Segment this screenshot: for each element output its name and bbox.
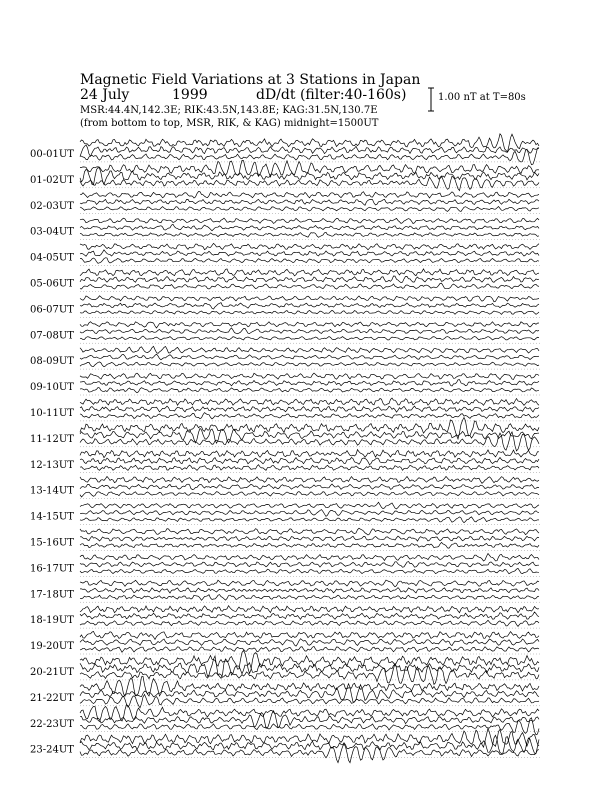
station-trace-msr — [80, 595, 539, 601]
station-trace-rik — [80, 684, 539, 702]
hour-label: 21-22UT — [30, 692, 74, 704]
hour-label: 07-08UT — [30, 330, 74, 342]
station-order-note: (from bottom to top, MSR, RIK, & KAG) midnight=1500UT — [80, 118, 379, 129]
station-trace-rik — [80, 484, 539, 490]
station-trace-msr — [80, 310, 539, 314]
hour-label: 16-17UT — [30, 563, 74, 575]
station-trace-kag — [80, 192, 539, 199]
station-trace-kag — [80, 346, 539, 353]
station-trace-msr — [80, 388, 539, 393]
hour-label: 14-15UT — [30, 511, 74, 523]
hour-label: 11-12UT — [30, 433, 74, 445]
hour-label: 05-06UT — [30, 278, 74, 290]
hour-label: 06-07UT — [30, 304, 74, 316]
station-trace-kag — [80, 218, 539, 223]
hour-label: 00-01UT — [30, 149, 74, 160]
hour-label: 10-11UT — [30, 408, 74, 419]
station-trace-rik — [80, 250, 539, 256]
station-trace-kag — [80, 450, 539, 458]
hour-label: 19-20UT — [30, 641, 74, 653]
station-trace-kag — [80, 476, 539, 483]
station-trace-rik — [80, 380, 539, 387]
station-trace-msr — [80, 620, 539, 626]
station-trace-rik — [80, 276, 539, 283]
station-trace-msr — [80, 542, 539, 548]
station-trace-kag — [80, 398, 539, 405]
hour-label: 17-18UT — [30, 589, 74, 601]
chart-title: Magnetic Field Variations at 3 Stations in Japan — [80, 72, 421, 88]
hour-label: 18-19UT — [30, 615, 74, 627]
station-trace-msr — [80, 517, 539, 523]
hour-label: 02-03UT — [30, 200, 74, 212]
station-trace-kag — [80, 243, 539, 249]
hour-label: 15-16UT — [30, 537, 74, 549]
station-trace-msr — [80, 718, 539, 735]
station-trace-kag — [80, 269, 539, 276]
station-trace-rik — [80, 536, 539, 541]
hour-label: 09-10UT — [30, 382, 74, 394]
station-trace-rik — [80, 303, 539, 310]
hour-label: 08-09UT — [30, 356, 74, 368]
station-trace-kag — [80, 554, 539, 562]
station-trace-kag — [80, 296, 539, 302]
station-trace-rik — [80, 639, 539, 646]
year-label: 1999 — [172, 87, 208, 103]
station-trace-rik — [80, 354, 539, 360]
station-trace-msr — [80, 258, 539, 264]
station-trace-rik — [80, 588, 539, 593]
station-trace-rik — [80, 612, 539, 619]
station-trace-kag — [80, 373, 539, 379]
hour-label: 01-02UT — [30, 174, 74, 186]
hour-label: 12-13UT — [30, 459, 74, 471]
station-trace-rik — [80, 406, 539, 412]
station-trace-kag — [80, 528, 539, 535]
hour-label: 03-04UT — [30, 226, 74, 238]
station-trace-kag — [80, 322, 539, 328]
hour-label: 23-24UT — [30, 744, 74, 756]
station-trace-rik — [80, 224, 539, 231]
hour-label: 04-05UT — [30, 252, 74, 264]
station-trace-rik — [80, 562, 539, 568]
station-trace-rik — [80, 458, 539, 465]
station-trace-msr — [80, 568, 539, 574]
station-trace-msr — [80, 362, 539, 367]
scale-bar-label: 1.00 nT at T=80s — [438, 92, 526, 103]
station-trace-rik — [80, 711, 539, 728]
station-trace-rik — [80, 199, 539, 205]
station-trace-rik — [80, 510, 539, 517]
station-trace-msr — [80, 465, 539, 471]
station-trace-msr — [80, 492, 539, 498]
filter-label: dD/dt (filter:40-160s) — [256, 87, 407, 103]
station-trace-msr — [80, 336, 539, 340]
station-trace-kag — [80, 580, 539, 587]
station-trace-msr — [80, 232, 539, 237]
station-trace-msr — [80, 283, 539, 289]
station-trace-kag — [80, 606, 539, 613]
scale-bar — [428, 88, 434, 111]
station-trace-msr — [80, 413, 539, 419]
station-trace-rik — [80, 328, 539, 334]
station-coordinates: MSR:44.4N,142.3E; RIK:43.5N,143.8E; KAG:31.5N,130.7E — [80, 105, 378, 116]
hour-label: 13-14UT — [30, 485, 74, 497]
station-trace-kag — [80, 728, 539, 747]
station-trace-kag — [80, 632, 539, 640]
station-trace-msr — [80, 207, 539, 212]
hour-label: 22-23UT — [30, 718, 74, 730]
station-trace-kag — [80, 502, 539, 509]
hour-label: 20-21UT — [30, 667, 74, 678]
date-label: 24 July — [80, 87, 130, 103]
station-trace-msr — [80, 646, 539, 652]
station-trace-msr — [80, 176, 539, 191]
